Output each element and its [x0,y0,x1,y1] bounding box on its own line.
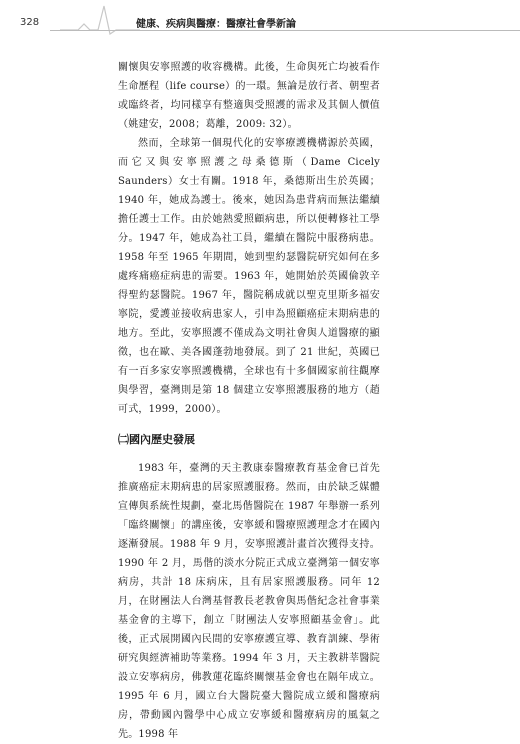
paragraph-3: 1983 年，臺灣的天主教康泰醫療教育基金會已首先推廣癌症末期病患的居家照護服務。然而，由於缺乏媒體宣傳與系統性規劃，臺北馬偕醫院在 1987 年舉辦一系列「臨終關懷」的講座後，安寧緩和醫療照護理念才在國內逐漸發展。1988 年 9 月，安寧照護計畫首次獲得支持。1990 年 2 月，馬偕的淡水分院正式成立臺灣第一個安寧病房，共計 18 床病床，且有居家照護服務。同年 12 月，在財團法人台灣基督教長老教會與馬偕紀念社會事業基金會的主導下，創立「財團法人安寧照顧基金會」。此後，正式展開國內民間的安寧療護宣導、教育訓練、學術研究與經濟補助等業務。1994 年 3 月，天主教耕莘醫院設立安寧病房，佛教蓮花臨終關懷基金會也在隔年成立。1995 年 6 月，國立台大醫院臺大醫院成立緩和醫療病房，帶動國內醫學中心成立安寧緩和醫療病房的風氣之先。1998 年 [118,463,380,740]
running-title: 健康、疾病與醫療：醫療社會學新論 [136,19,296,30]
paragraph-2: 然而，全球第一個現代化的安寧療護機構源於英國，而它又與安寧照護之母桑德斯（Dame Cicely Saunders）女士有關。1918 年，桑德斯出生於英國；1940 年，她成為護士。後來，她因為患背病而無法繼續擔任護士工作。由於她熱愛照顧病患，所以便轉修社工學分。1947 年，她成為社工員，繼續在醫院中服務病患。1958 年至 1965 年期間，她到聖約瑟醫院研究如何在多處疼痛癌症病患的需要。1963 年，她開始於英國倫敦辛得聖約瑟醫院。1967 年，醫院稱成就以聖克里斯多福安寧院，愛護並接收病患家人，引申為照顧癌症末期病患的地方。至此，安寧照護不僅成為文明社會與人道醫療的顯徵，也在歐、美各國蓬勃地發展。到了 21 世紀，英國已有一百多家安寧照護機構，全球也有十多個國家前往觀摩與學習，臺灣則是第 18 個建立安寧照護服務的地方（趙可式，1999，2000）。 [118,138,380,415]
paragraph-1: 關懷與安寧照護的收容機構。此後，生命與死亡均被看作生命歷程（life course）的一環。無論是放行者、朝聖者或臨終者，均同樣享有整適與受照護的需求及其個人價值（姚建安，2008；葛離，2009: 32）。 [118,62,380,130]
page-number: 328 [20,17,40,28]
main-text [118,58,380,744]
header-rule [50,30,520,31]
page-header [0,0,520,40]
section-heading: ㈡國內歷史發展 [118,433,195,446]
